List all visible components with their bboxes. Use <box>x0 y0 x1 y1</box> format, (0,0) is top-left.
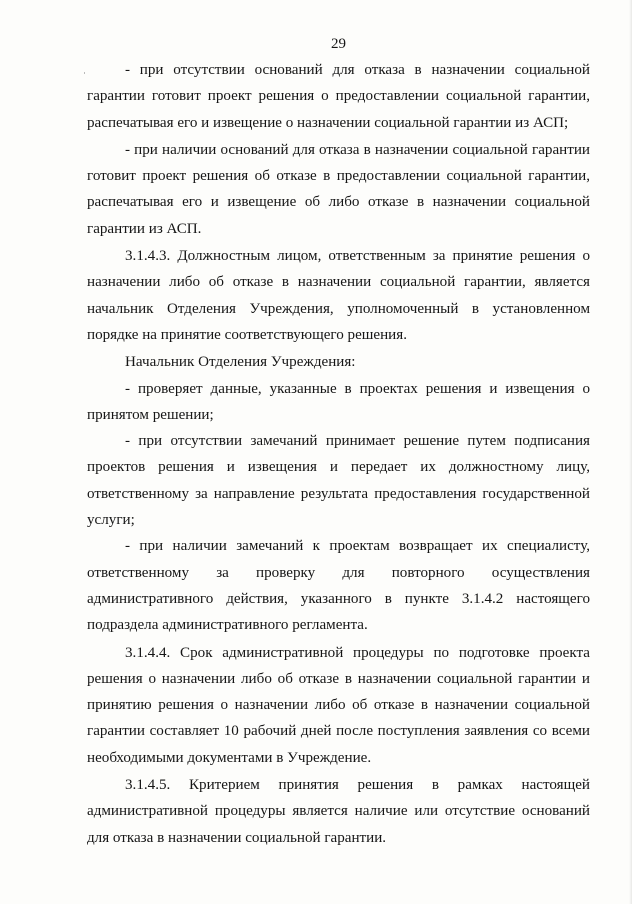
scan-speck <box>84 72 85 74</box>
paragraph-grounds-refusal: - при наличии оснований для отказа в назначении социальной гарантии готовит проект решения об отказе в предоставлении социальной гарантии, распечатывая его и извещение об либо отказе в назначении социальной гарантии из АСП. <box>87 141 590 237</box>
paragraph-3-1-4-5: 3.1.4.5. Критерием принятия решения в рамках настоящей административной процедуры является наличие или отсутствие оснований для отказа в назначении социальной гарантии. <box>87 777 590 846</box>
paragraph-no-grounds-proceed: - при отсутствии оснований для отказа в назначении социальной гарантии готовит проект решения о предоставлении социальной гарантии, распечатывая его и извещение о назначении социальной гарантии из АСП; <box>87 62 590 131</box>
paragraph-head-of-department: Начальник Отделения Учреждения: <box>125 354 356 371</box>
paragraph-no-remarks: - при отсутствии замечаний принимает решение путем подписания проектов решения и извещения и передает их должностному лицу, ответственному за направление результата предоставления государственной услуги; <box>87 433 590 529</box>
paragraph-has-remarks: - при наличии замечаний к проектам возвращает их специалисту, ответственному за проверку для повторного осуществления административного действия, указанного в пункте 3.1.4.2 настоящего подраздела административного регламента. <box>87 538 590 634</box>
page-number: 29 <box>331 36 346 52</box>
paragraph-checks-data: - проверяет данные, указанные в проектах решения и извещения о принятом решении; <box>87 380 590 423</box>
paragraph-3-1-4-3: 3.1.4.3. Должностным лицом, ответственным за принятие решения о назначении либо об отказе в назначении социальной гарантии, является начальник Отделения Учреждения, уполномоченный в установленном порядке на принятие соответствующего решения. <box>87 248 590 343</box>
paragraph-3-1-4-4: 3.1.4.4. Срок административной процедуры по подготовке проекта решения о назначении либо об отказе в назначении социальной гарантии и принятию решения о назначении либо об отказе в назначении социальной гарантии составляет 10 рабочий дней после поступления заявления со всеми необходимыми документами в Учреждение. <box>87 644 590 766</box>
